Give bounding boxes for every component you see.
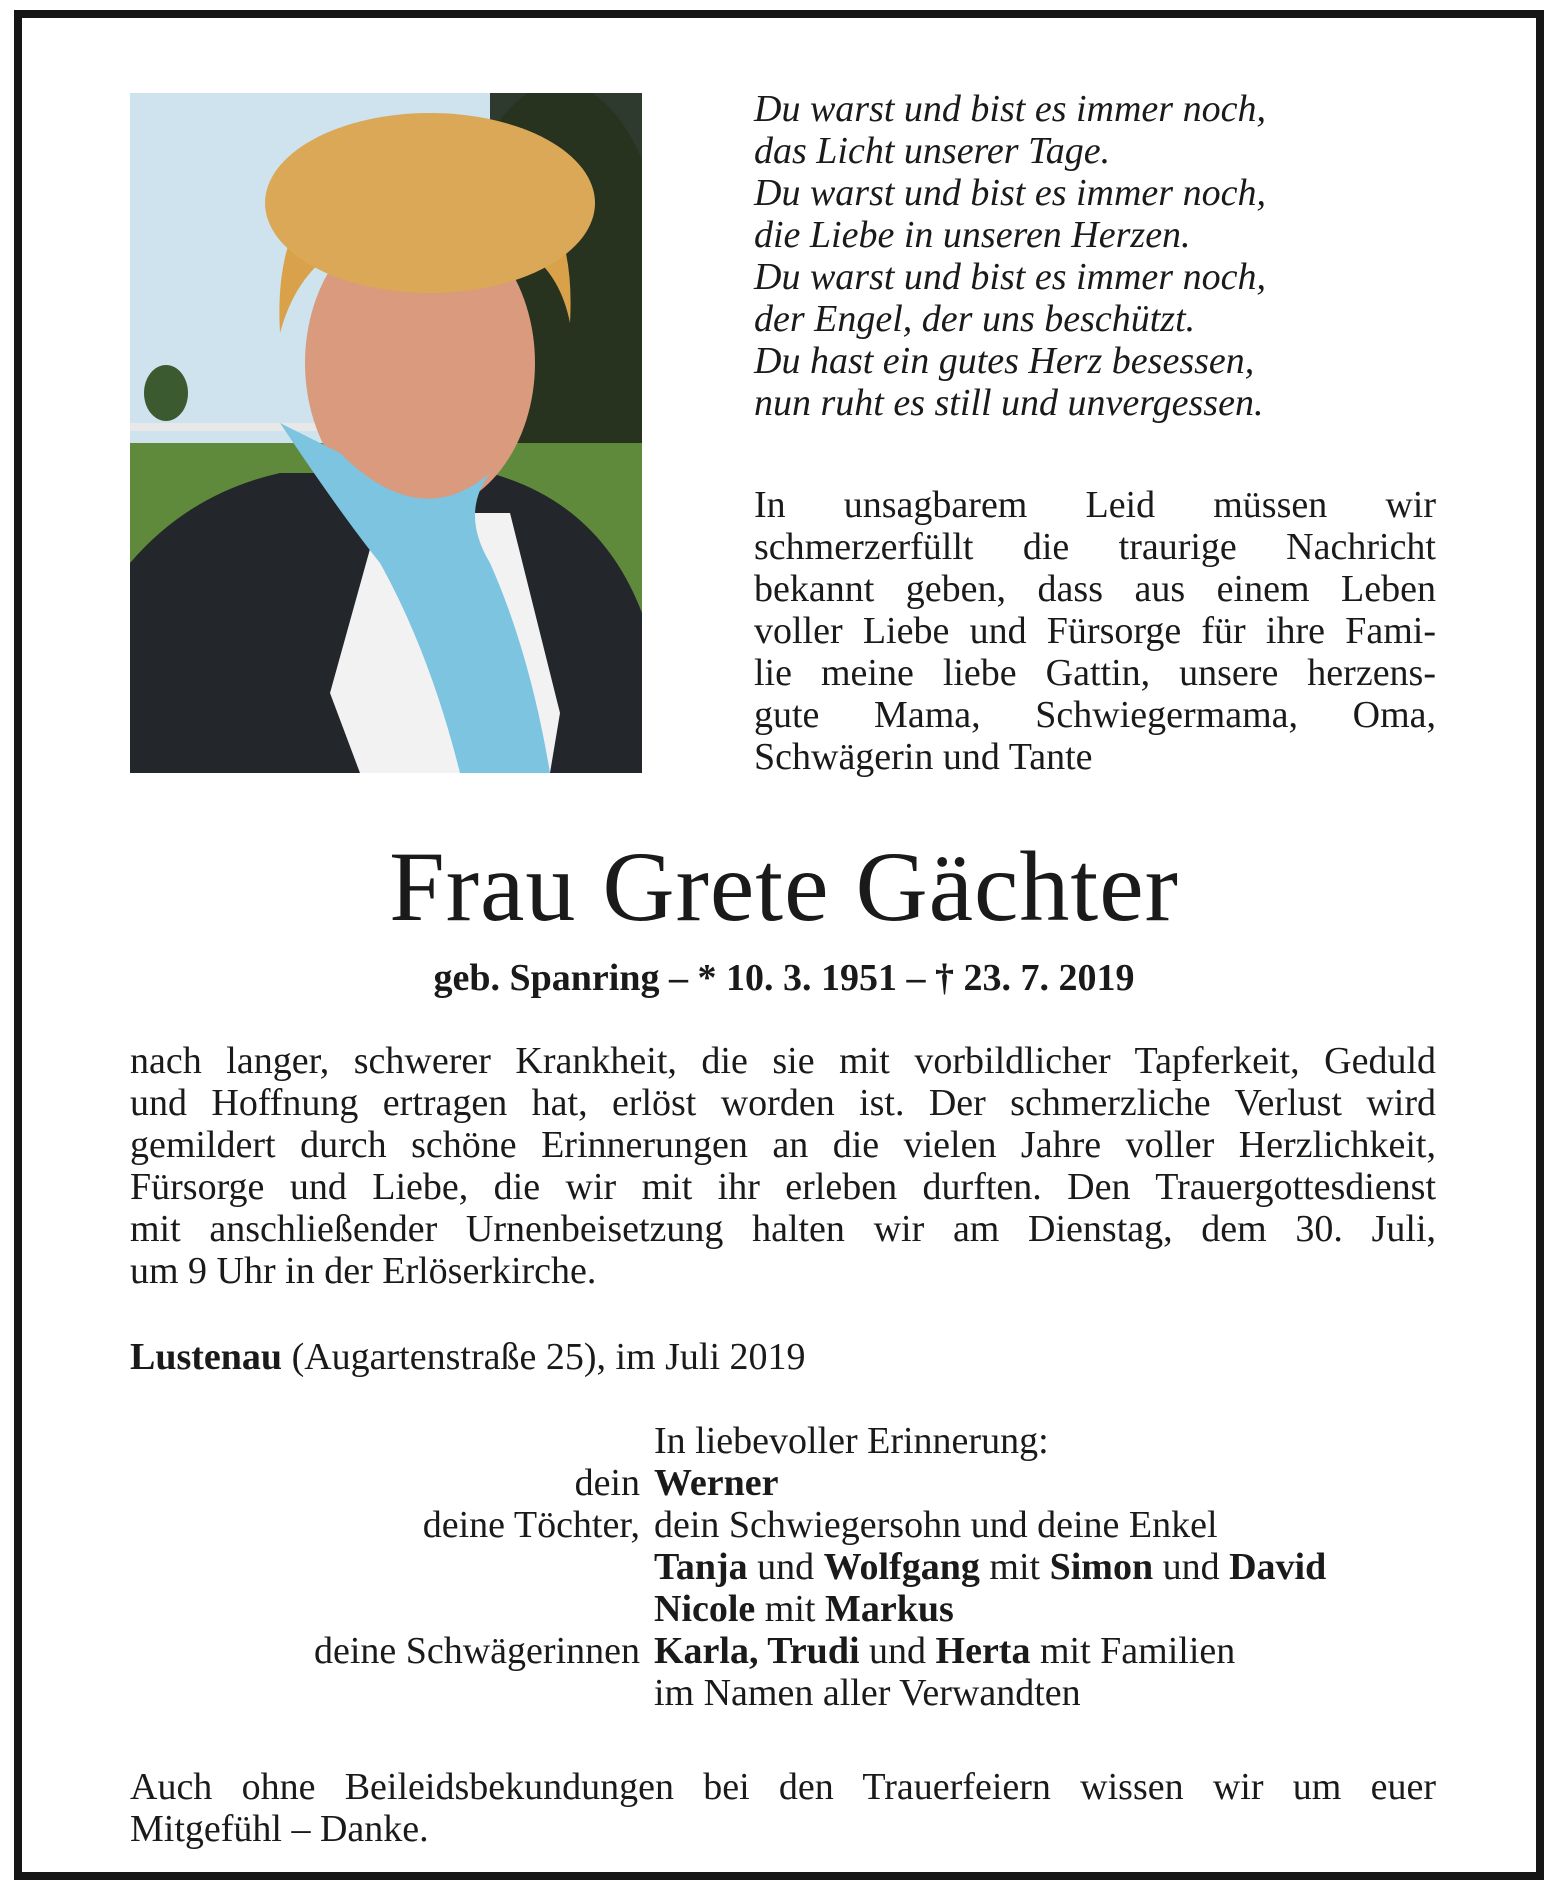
signature-names — [654, 1504, 1436, 1546]
poem-line: Du warst und bist es immer noch, — [754, 172, 1266, 214]
intro-line: Schwägerin und Tante — [754, 736, 1093, 778]
deceased-name: Frau Grete Gächter — [389, 831, 1179, 942]
portrait-photo — [130, 93, 642, 773]
photo-hair-top — [265, 113, 595, 293]
signature-names — [654, 1588, 1436, 1630]
poem-line: das Licht unserer Tage. — [754, 130, 1111, 172]
signature-name-bold: David — [1229, 1546, 1327, 1588]
signature-label — [130, 1546, 654, 1588]
signature-name-bold: Simon — [1049, 1546, 1154, 1588]
poem-line: die Liebe in unseren Herzen. — [754, 214, 1191, 256]
signature-row — [130, 1546, 1436, 1588]
signature-text: mit Familien — [1030, 1630, 1236, 1672]
signature-text: dein Schwiegersohn und deine Enkel — [654, 1504, 1218, 1546]
signature-name-bold: Markus — [824, 1588, 954, 1630]
signature-names — [654, 1462, 1436, 1504]
signature-row — [130, 1462, 1436, 1504]
signature-text: mit — [979, 1546, 1050, 1588]
poem-line: Du hast ein gutes Herz besessen, — [754, 340, 1255, 382]
signature-label — [130, 1588, 654, 1630]
poem-line: nun ruht es still und unvergessen. — [754, 382, 1264, 424]
signature-text: und — [747, 1546, 824, 1588]
intro-line: In unsagbarem Leid müssen wir — [754, 484, 1436, 526]
place-and-date — [130, 1336, 1430, 1378]
signatures — [130, 1420, 1436, 1714]
signature-text: mit — [755, 1588, 825, 1630]
signature-label — [130, 1672, 654, 1714]
intro-line: voller Liebe und Fürsorge für ihre Fami- — [754, 610, 1436, 652]
signature-name-bold: Karla, Trudi — [654, 1630, 860, 1672]
signature-text: im Namen aller Verwandten — [654, 1672, 1081, 1714]
closing-line: Mitgefühl – Danke. — [130, 1808, 429, 1850]
photo-fence — [130, 423, 330, 431]
closing-paragraph — [130, 1766, 1436, 1850]
signature-name-bold: Herta — [935, 1630, 1031, 1672]
birth-death-dates: geb. Spanring – * 10. 3. 1951 – † 23. 7. 2019 — [433, 957, 1135, 999]
signature-names — [654, 1672, 1436, 1714]
poem — [754, 88, 1454, 424]
signature-label — [130, 1420, 654, 1462]
place-rest: (Augartenstraße 25), im Juli 2019 — [282, 1336, 806, 1378]
signature-label: deine Töchter, — [422, 1504, 640, 1546]
signature-rows — [130, 1462, 1436, 1714]
intro-line: bekannt geben, dass aus einem Leben — [754, 568, 1436, 610]
signature-heading-row — [130, 1420, 1436, 1462]
signature-names — [654, 1630, 1436, 1672]
place-town: Lustenau — [130, 1336, 283, 1378]
intro-line: lie meine liebe Gattin, unsere herzens- — [754, 652, 1436, 694]
signature-row — [130, 1504, 1436, 1546]
poem-line: Du warst und bist es immer noch, — [754, 256, 1266, 298]
body-line: um 9 Uhr in der Erlöserkirche. — [130, 1250, 597, 1292]
signature-heading: In liebevoller Erinnerung: — [654, 1420, 1049, 1462]
intro-line: schmerzerfüllt die traurige Nachricht — [754, 526, 1436, 568]
signature-name-bold: Nicole — [654, 1588, 756, 1630]
signature-row — [130, 1588, 1436, 1630]
body-line: gemildert durch schöne Erinnerungen an die vielen Jahre voller Herzlichkeit, — [130, 1124, 1436, 1166]
signature-name-bold: Werner — [654, 1462, 779, 1504]
signature-names — [654, 1546, 1436, 1588]
signature-label: deine Schwägerinnen — [313, 1630, 640, 1672]
body-line: nach langer, schwerer Krankheit, die sie mit vorbildlicher Tapferkeit, Geduld — [130, 1040, 1436, 1082]
signature-row — [130, 1672, 1436, 1714]
body-paragraph — [130, 1040, 1436, 1292]
portrait-illustration — [130, 93, 642, 773]
closing-line: Auch ohne Beileidsbekundungen bei den Trauerfeiern wissen wir um euer — [130, 1766, 1436, 1808]
body-line: Fürsorge und Liebe, die wir mit ihr erleben durften. Den Trauergottesdienst — [130, 1166, 1436, 1208]
poem-line: der Engel, der uns beschützt. — [754, 298, 1196, 340]
photo-small-tree — [144, 365, 188, 421]
intro-line: gute Mama, Schwiegermama, Oma, — [754, 694, 1436, 736]
signature-row — [130, 1630, 1436, 1672]
signature-label: dein — [574, 1462, 640, 1504]
signature-name-bold: Wolfgang — [823, 1546, 980, 1588]
body-line: mit anschließender Urnenbeisetzung halten wir am Dienstag, dem 30. Juli, — [130, 1208, 1436, 1250]
poem-line: Du warst und bist es immer noch, — [754, 88, 1266, 130]
signature-text: und — [1153, 1546, 1230, 1588]
intro-paragraph — [754, 484, 1436, 778]
signature-text: und — [859, 1630, 936, 1672]
body-line: und Hoffnung ertragen hat, erlöst worden ist. Der schmerzliche Verlust wird — [130, 1082, 1436, 1124]
signature-name-bold: Tanja — [654, 1546, 748, 1588]
